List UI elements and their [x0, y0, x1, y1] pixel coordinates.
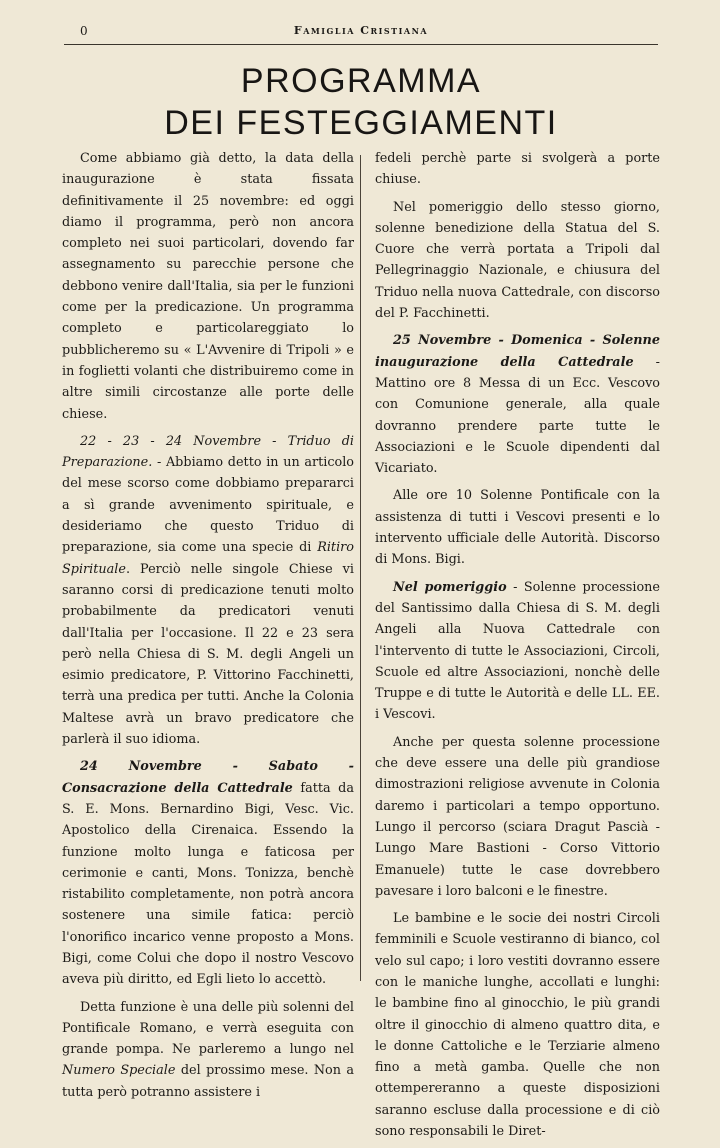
paragraph-inaugurazione	[375, 330, 660, 479]
paragraph-consacrazione	[62, 756, 354, 990]
article-title	[64, 60, 658, 144]
triduo-heading: 22 - 23 - 24 Novembre - Triduo di Preparazione.	[62, 433, 354, 471]
processione-heading: Nel pomeriggio	[393, 579, 507, 595]
paragraph-processione	[375, 577, 660, 726]
paragraph-bambine: Le bambine e le socie dei nostri Circoli femminili e Scuole vestiranno di bianco, col velo sul capo; i loro vestiti dovranno essere con le maniche lunghe, accollati e lunghi: le bambine fino al ginocchio, le più grandi oltre il ginocchio di almeno quattro dita, e le donne Cattoliche e le Terziarie almeno fino a metà gamba. Quelle che non ottempereranno a queste disposizioni saranno escluse dalla processione e di ciò sono responsabili le Diret-	[375, 911, 660, 1140]
triduo-text-b: . Perciò nelle singole Chiese vi saranno corsi di predicazione tenuti molto probabilmente da predicatori venuti dall'Italia per l'occasione. Il 22 e 23 sera però nella Chiesa di S. M. degli Angeli un esimio predicatore, P. Vittorino Facchinetti, terrà una predica per tutti. Anche la Colonia Maltese avrà un bravo predicatore che parlerà il suo idioma.	[62, 561, 354, 748]
title-line-2: DEI FESTEGGIAMENTI	[164, 104, 558, 142]
paragraph-continuation: fedeli perchè parte si svolgerà a porte chiuse.	[375, 151, 660, 188]
paragraph-intro: Come abbiamo già detto, la data della inaugurazione è stata fissata definitivamente il 25 novembre: ed oggi diamo il programma, però non ancora completo nei suoi particolari, dovendo far assegnamento su parecchie persone che debbono venire dall'Italia, sia per le funzioni come per la predicazione. Un programma completo e particolareggiato lo pubblicheremo su « L'Avvenire di Tripoli » e in foglietti volanti che distribuiremo come in altre simili circostanze alle porte delle chiese.	[62, 151, 354, 422]
inaugurazione-text: - Mattino ore 8 Messa di un Ecc. Vescovo con Comunione generale, alla quale dovranno prendere parte tutte le Associazioni e le Scuole dipendenti dal Vicariato.	[375, 354, 660, 477]
title-line-1: PROGRAMMA	[240, 62, 482, 100]
paragraph-funzione	[62, 997, 354, 1103]
paragraph-percorso: Anche per questa solenne processione che deve essere una delle più grandiose dimostrazioni religiose avvenute in Colonia daremo i particolari a tempo opportuno. Lungo il percorso (sciara Dragut Pascià - Lungo Mare Bastioni - Corso Vittorio Emanuele) tutte le case dovrebbero pavesare i loro balconi e le finestre.	[375, 734, 660, 899]
paragraph-triduo	[62, 431, 354, 750]
consacrazione-text: fatta da S. E. Mons. Bernardino Bigi, Vesc. Vic. Apostolico della Cirenaica. Essendo la funzione molto lunga e faticosa per cerimonie e canti, Mons. Tonizza, benchè ristabilito completamente, non potrà ancora sostenere una simile fatica: perciò l'onorifico incarico venne proposto a Mons. Bigi, come Colui che dopo il nostro Vescovo aveva più diritto, ed Egli lieto lo accettò.	[62, 780, 354, 988]
funzione-text-b: del prossimo mese. Non a tutta però potranno assistere i	[62, 1063, 355, 1100]
inaugurazione-heading: 25 Novembre - Domenica - Solenne inaugurazione della Cattedrale	[375, 333, 660, 370]
running-head	[64, 18, 658, 45]
consacrazione-heading: 24 Novembre - Sabato - Consacrazione della Cattedrale	[62, 759, 354, 796]
page-number: 0	[80, 24, 88, 38]
processione-text: - Solenne processione del Santissimo dalla Chiesa di S. M. degli Angeli alla Nuova Cattedrale con l'intervento di tutte le Associazioni, Circoli, Scuole ed altre Associazioni, nonchè delle Truppe e di tutte le Autorità e delle LL. EE. i Vescovi.	[375, 579, 660, 723]
column-divider	[360, 155, 361, 981]
paragraph-pontificale: Alle ore 10 Solenne Pontificale con la assistenza di tutti i Vescovi presenti e lo intervento ufficiale delle Autorità. Discorso di Mons. Bigi.	[375, 488, 660, 568]
triduo-italic: Ritiro Spirituale	[62, 540, 354, 577]
paragraph-pomeriggio-24: Nel pomeriggio dello stesso giorno, solenne benedizione della Statua del S. Cuore che verrà portata a Tripoli dal Pellegrinaggio Nazionale, e chiusura del Triduo nella nuova Cattedrale, con discorso del P. Facchinetti.	[375, 199, 660, 322]
triduo-text-a: - Abbiamo detto in un articolo del mese scorso come dobbiamo prepararci a sì grande avvenimento spirituale, e desideriamo che questo Triduo di preparazione, sia come una specie di	[62, 455, 354, 556]
left-column	[62, 148, 354, 1109]
journal-name: Famiglia Cristiana	[293, 24, 429, 37]
funzione-italic: Numero Speciale	[62, 1063, 176, 1079]
right-column	[375, 148, 660, 1148]
funzione-text-a: Detta funzione è una delle più solenni del Pontificale Romano, e verrà eseguita con grande pompa. Ne parleremo a lungo nel	[62, 999, 354, 1058]
